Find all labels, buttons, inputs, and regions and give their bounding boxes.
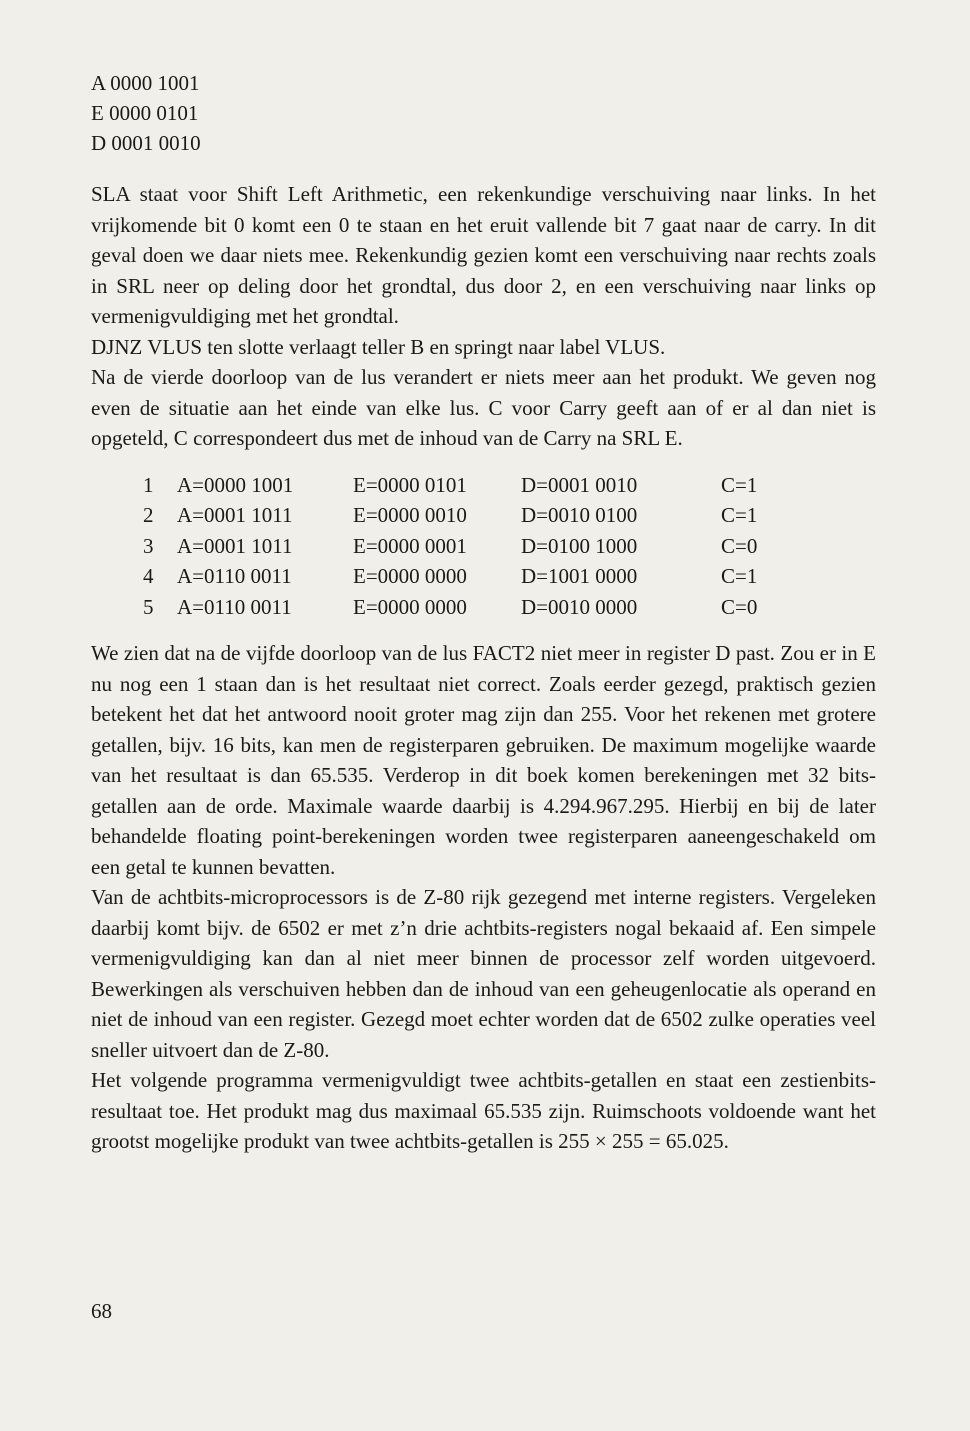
loop-state-table (143, 470, 757, 623)
register-e-value: E=0000 0010 (353, 503, 467, 527)
page-number: 68 (91, 1299, 112, 1323)
loop-index: 5 (143, 594, 154, 619)
table-row (143, 561, 757, 592)
paragraph-next-program: Het volgende programma vermenigvuldigt twee achtbits-getallen en staat een zestienbits-resultaat toe. Het produkt mag dus maximaal 65.535 zijn. Ruimschoots voldoende want het grootst mogelijke produkt van twee achtbits-getallen is 255 × 255 = 65.025. (91, 1068, 876, 1153)
paragraph-sla: SLA staat voor Shift Left Arithmetic, een rekenkundige verschuiving naar links. In het vrijkomende bit 0 komt een 0 te staan en het eruit vallende bit 7 gaat naar de carry. In dit geval doen we daar niets mee. Rekenkundig gezien komt een verschuiving naar rechts zoals in SRL neer op deling door het grondtal, dus door 2, en een verschuiving naar links op vermenigvuldiging met het grondtal. (91, 182, 876, 328)
register-e-value: E=0000 0000 (353, 594, 467, 619)
carry-value: C=1 (721, 564, 758, 588)
register-e-value: E=0000 0000 (353, 564, 467, 588)
carry-value: C=1 (721, 503, 758, 527)
register-d-value: D=1001 0000 (521, 564, 638, 588)
initial-register-values (91, 68, 876, 158)
register-a-value: A=0000 1001 (177, 472, 294, 497)
paragraphs-before-table (91, 179, 876, 454)
register-a-value: A=0110 0011 (177, 594, 292, 619)
register-a-line: A 0000 1001 (91, 71, 200, 95)
register-a-value: A=0110 0011 (177, 564, 292, 588)
paragraph-fourth-loop: Na de vierde doorloop van de lus verandert er niets meer aan het produkt. We geven nog even de situatie aan het einde van elke lus. C voor Carry geeft aan of er al dan niet is opgeteld, C correspondeert dus met de inhoud van de Carry na SRL E. (91, 365, 876, 450)
register-e-value: E=0000 0001 (353, 533, 467, 558)
register-a-value: A=0001 1011 (177, 533, 293, 558)
register-e-line: E 0000 0101 (91, 101, 199, 125)
page-content (91, 68, 876, 1157)
register-d-value: D=0100 1000 (521, 533, 638, 558)
loop-index: 4 (143, 564, 154, 588)
carry-value: C=0 (721, 533, 758, 558)
table-row (143, 470, 757, 501)
table-row (143, 592, 757, 623)
loop-index: 3 (143, 533, 154, 558)
register-a-value: A=0001 1011 (177, 503, 293, 527)
paragraphs-after-table (91, 638, 876, 1157)
register-d-value: D=0001 0010 (521, 472, 638, 497)
register-e-value: E=0000 0101 (353, 472, 467, 497)
register-d-line: D 0001 0010 (91, 131, 201, 155)
register-d-value: D=0010 0000 (521, 594, 638, 619)
register-d-value: D=0010 0100 (521, 503, 638, 527)
paragraph-fifth-loop: We zien dat na de vijfde doorloop van de lus FACT2 niet meer in register D past. Zou er in E nu nog een 1 staan dan is het resultaat niet correct. Zoals eerder gezegd, praktisch gezien betekent het dat het antwoord nooit groter mag zijn dan 255. Voor het rekenen met grotere getallen, bijv. 16 bits, kan men de registerparen gebruiken. De maximum mogelijke waarde van het resultaat is dan 65.535. Verderop in dit boek komen berekeningen met 32 bits-getallen aan de orde. Maximale waarde daarbij is 4.294.967.295. Hierbij en bij de later behandelde floating point-berekeningen worden twee registerparen aaneengeschakeld om een getal te kunnen bevatten. (91, 641, 876, 879)
paragraph-z80-registers: Van de achtbits-microprocessors is de Z-80 rijk gezegend met interne registers. Vergeleken daarbij komt bijv. de 6502 er met z’n drie achtbits-registers nogal bekaaid af. Een simpele vermenigvuldiging kan dan al niet meer binnen de processor zelf worden uitgevoerd. Bewerkingen als verschuiven hebben dan de inhoud van een geheugenlocatie als operand en niet de inhoud van een register. Gezegd moet echter worden dat de 6502 zulke operaties veel sneller uitvoert dan de Z-80. (91, 885, 876, 1062)
carry-value: C=0 (721, 594, 758, 619)
loop-index: 1 (143, 472, 154, 497)
table-row (143, 500, 757, 531)
carry-value: C=1 (721, 472, 758, 497)
table-row (143, 531, 757, 562)
paragraph-djnz: DJNZ VLUS ten slotte verlaagt teller B en springt naar label VLUS. (91, 334, 666, 359)
loop-index: 2 (143, 503, 154, 527)
